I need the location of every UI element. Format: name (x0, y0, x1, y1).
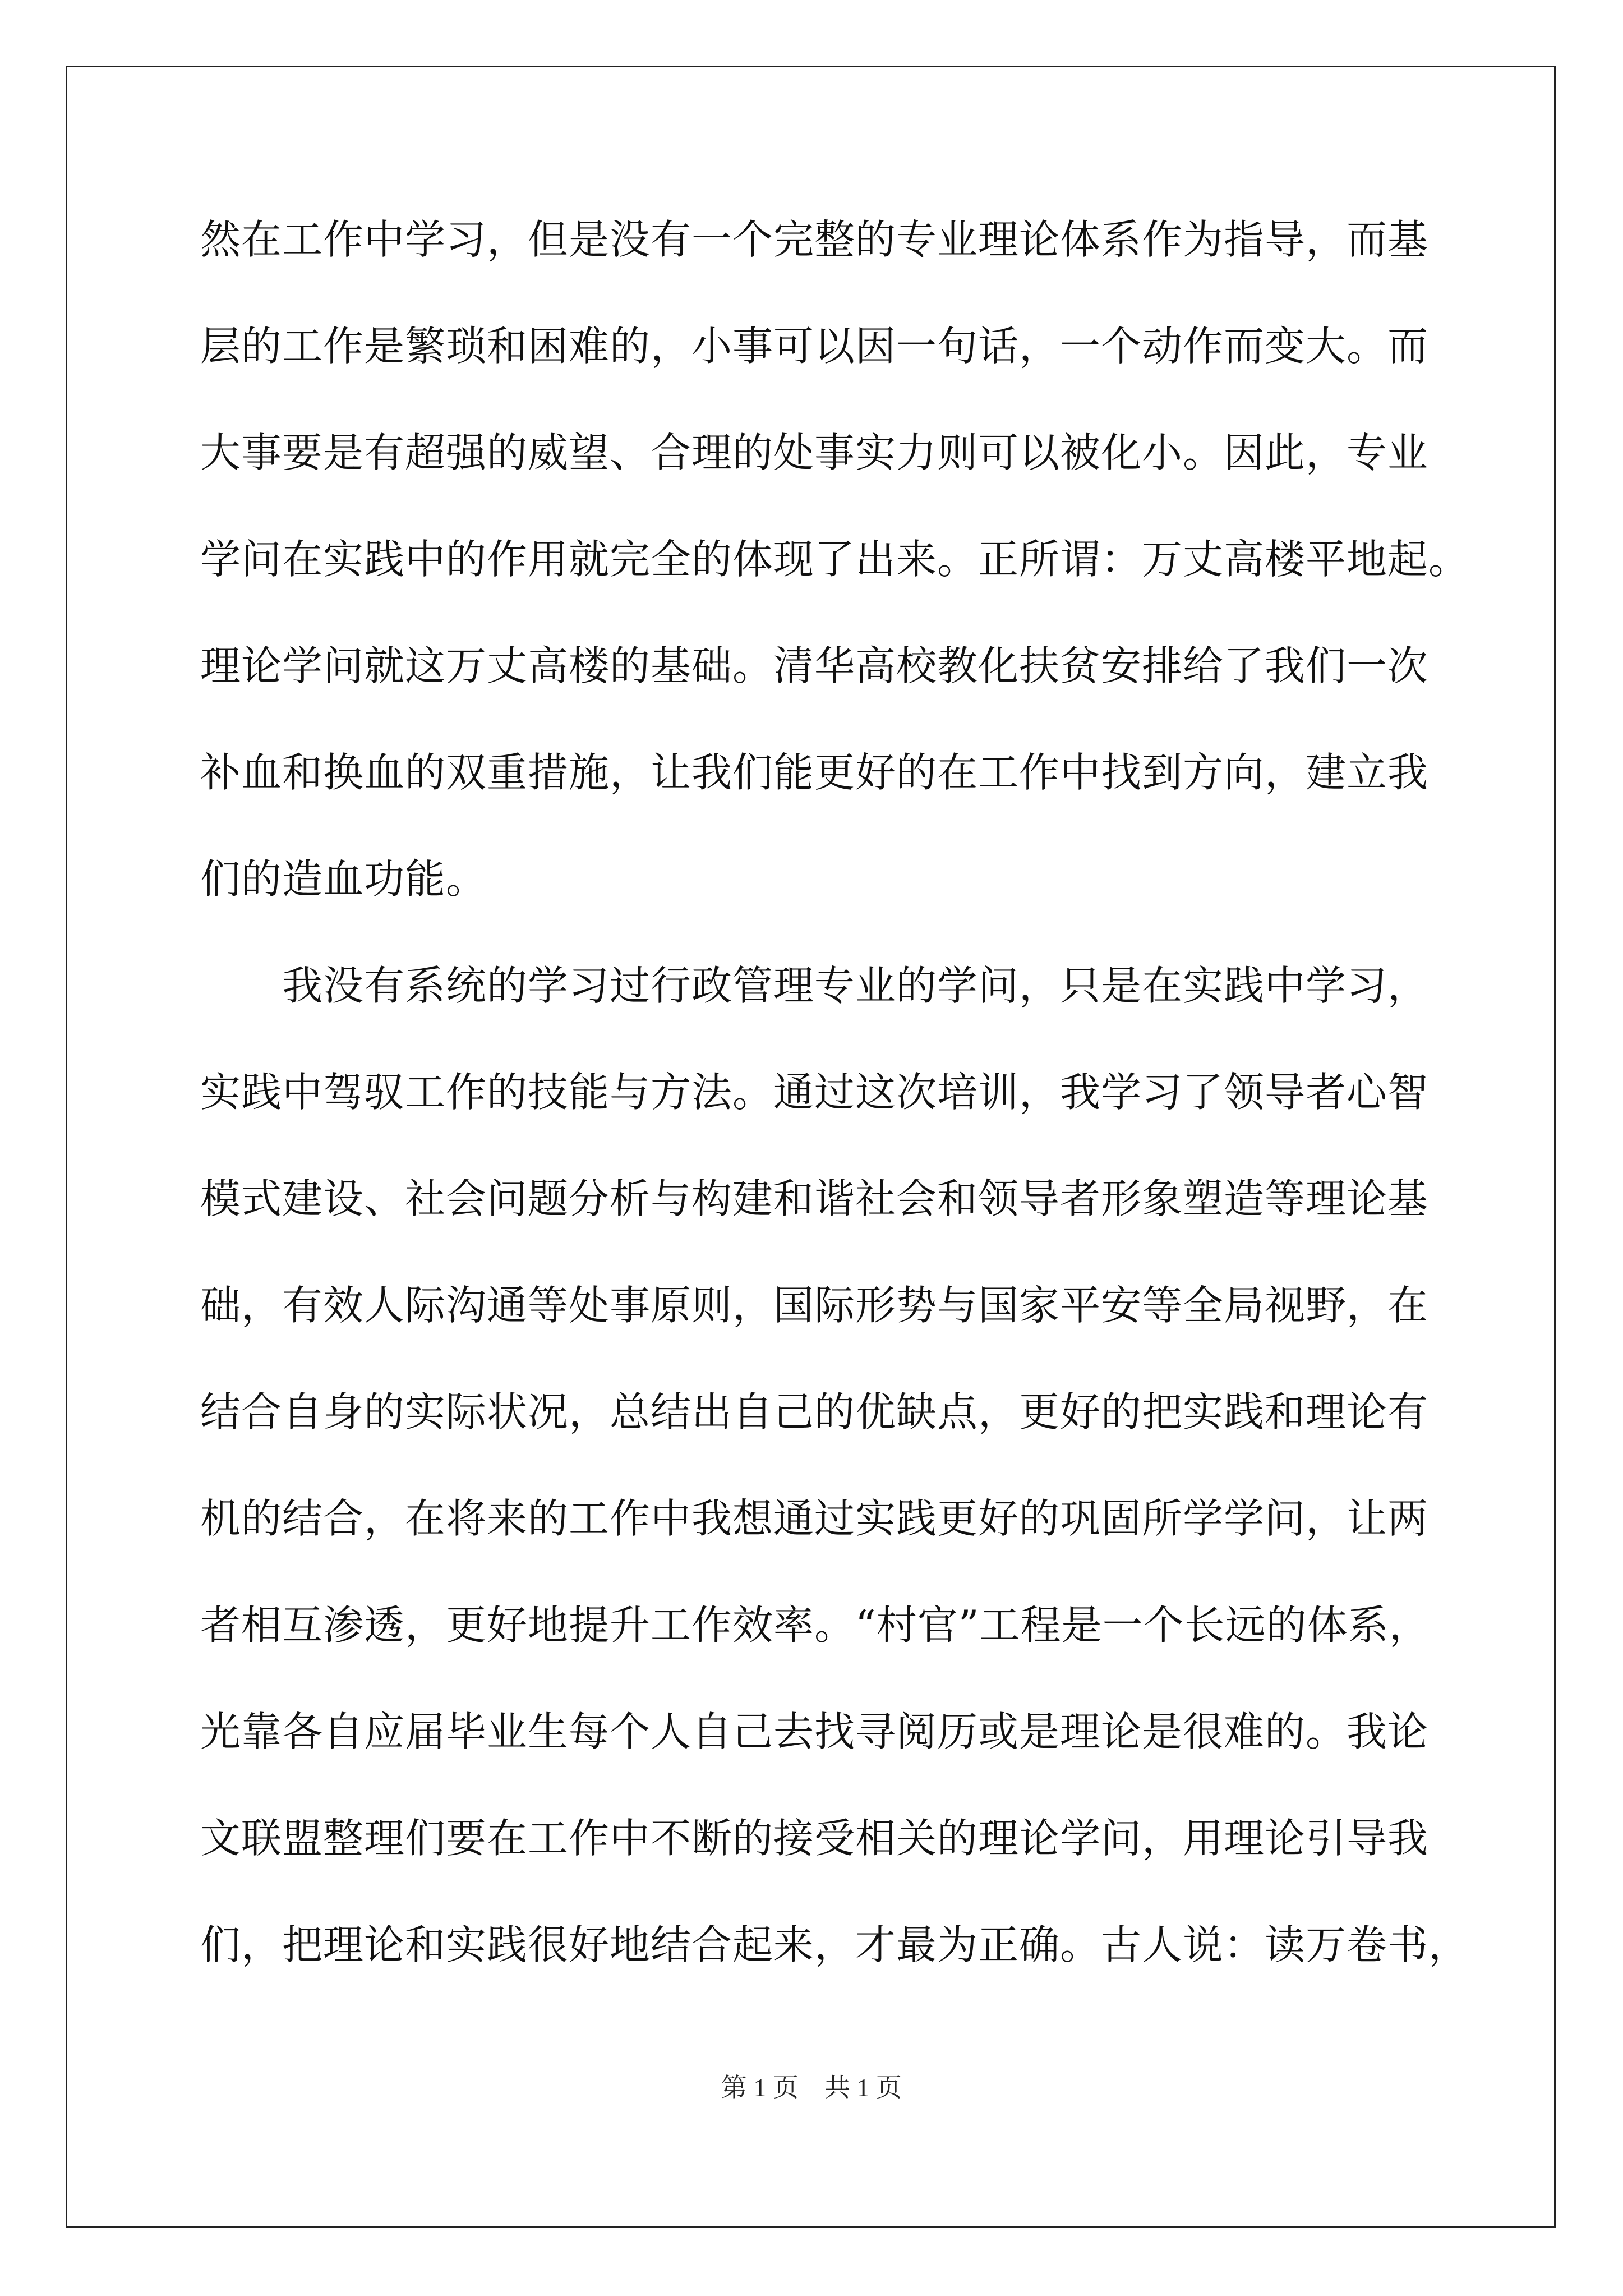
text-line: 础，有效人际沟通等处事原则，国际形势与国家平安等全局视野，在 (200, 1282, 1429, 1329)
text-line: 结合自身的实际状况，总结出自己的优缺点，更好的把实践和理论有 (200, 1388, 1429, 1435)
text-line: 然在工作中学习，但是没有一个完整的专业理论体系作为指导，而基 (200, 216, 1429, 263)
text-line: 们的造血功能。 (200, 855, 487, 903)
page-number-footer: 第 1 页 共 1 页 (721, 2073, 902, 2102)
text-line: 实践中驾驭工作的技能与方法。通过这次培训，我学习了领导者心智 (200, 1069, 1429, 1116)
text-line: 者相互渗透，更好地提升工作效率。“村官”工程是一个长远的体系， (200, 1602, 1430, 1649)
text-line: 理论学问就这万丈高楼的基础。清华高校教化扶贫安排给了我们一次 (200, 642, 1429, 689)
text-line: 补血和换血的双重措施，让我们能更好的在工作中找到方向，建立我 (200, 749, 1429, 796)
text-line: 光靠各自应届毕业生每个人自己去找寻阅历或是理论是很难的。我论 (200, 1708, 1429, 1755)
text-line: 学问在实践中的作用就完全的体现了出来。正所谓：万丈高楼平地起。 (200, 536, 1470, 583)
text-line: 们，把理论和实践很好地结合起来，才最为正确。古人说：读万卷书， (200, 1921, 1470, 1968)
text-line: 我没有系统的学习过行政管理专业的学问，只是在实践中学习， (200, 962, 1429, 1009)
text-line: 文联盟整理们要在工作中不断的接受相关的理论学问，用理论引导我 (200, 1815, 1429, 1862)
text-line: 大事要是有超强的威望、合理的处事实力则可以被化小。因此，专业 (200, 429, 1429, 476)
text-line: 机的结合，在将来的工作中我想通过实践更好的巩固所学学问，让两 (200, 1495, 1429, 1542)
page-border (66, 66, 1556, 2228)
text-line: 模式建设、社会问题分析与构建和谐社会和领导者形象塑造等理论基 (200, 1175, 1429, 1222)
text-line: 层的工作是繁琐和困难的，小事可以因一句话，一个动作而变大。而 (200, 323, 1429, 370)
